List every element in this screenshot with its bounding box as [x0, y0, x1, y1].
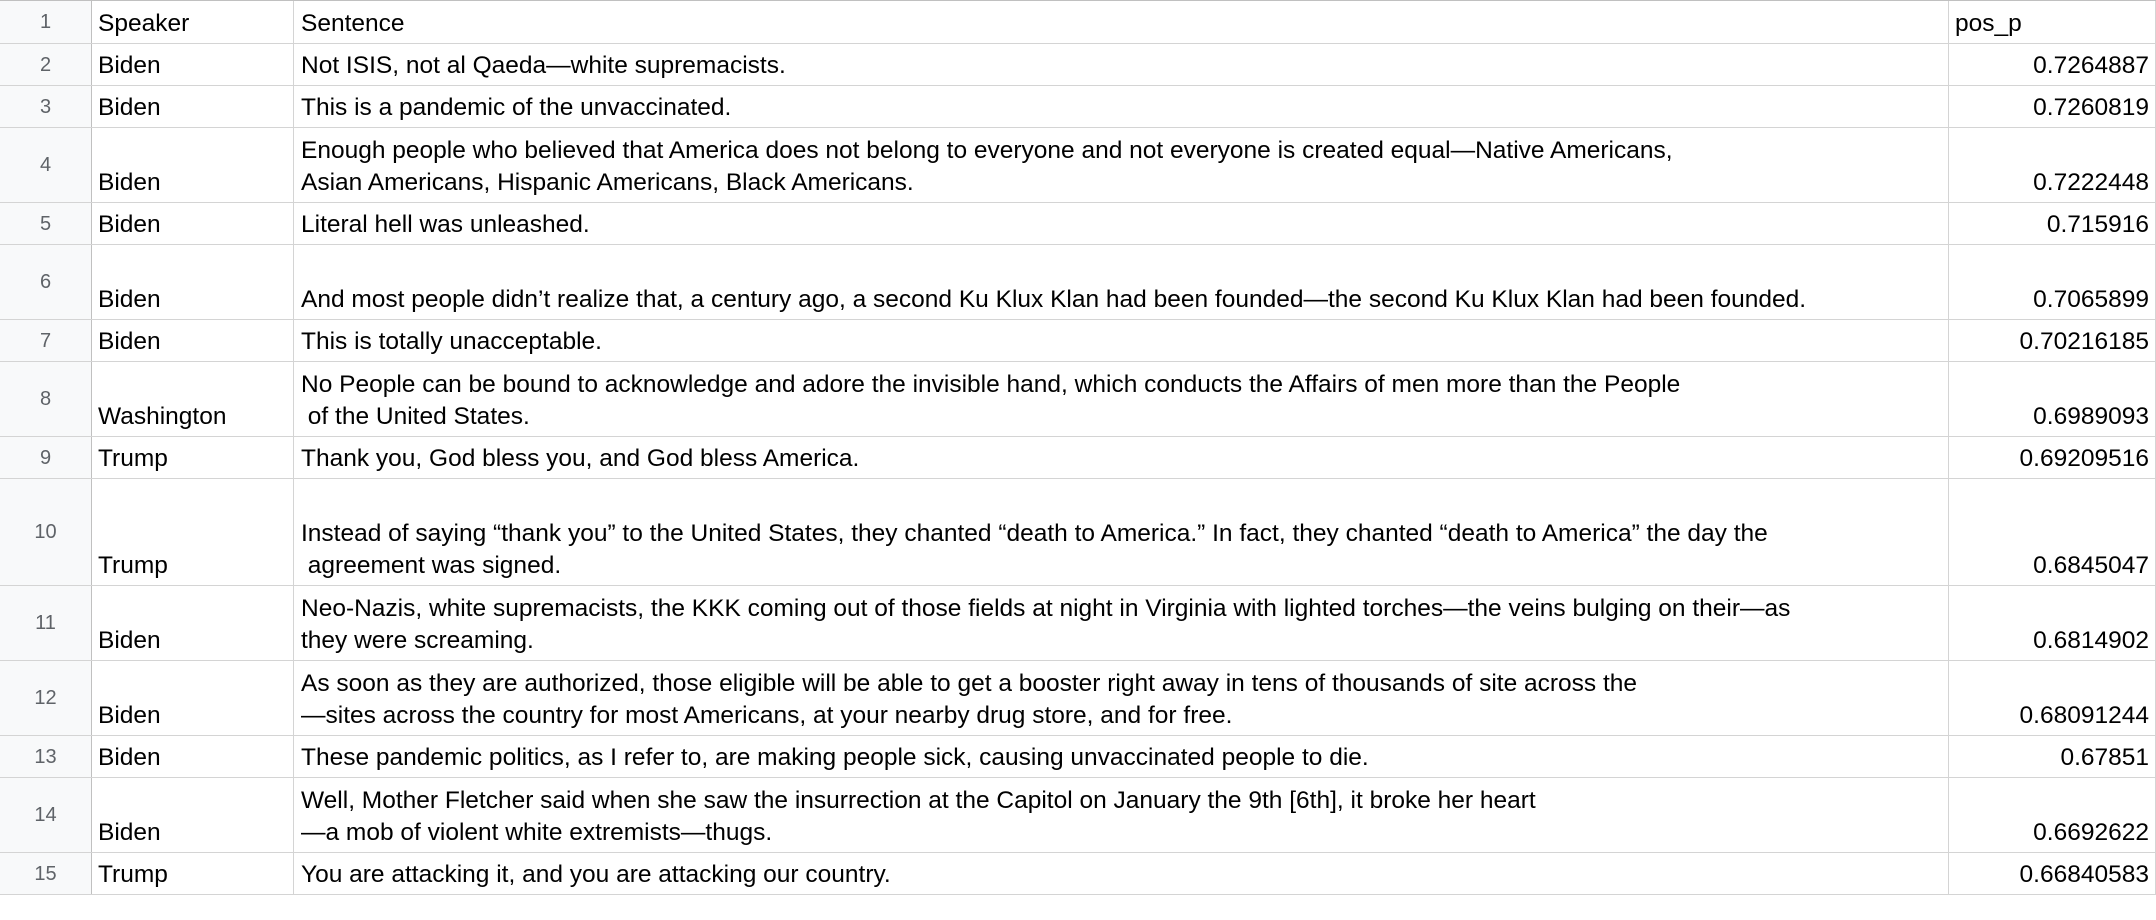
cell-pos-p[interactable]: 0.7065899	[1949, 245, 2156, 319]
row-header[interactable]: 7	[0, 320, 92, 361]
cell-pos-p[interactable]: 0.7260819	[1949, 86, 2156, 127]
cell-sentence[interactable]: Literal hell was unleashed.	[294, 203, 1949, 244]
row-header[interactable]: 15	[0, 853, 92, 894]
cell-speaker[interactable]: Biden	[92, 736, 294, 777]
cell-pos-p[interactable]: 0.6989093	[1949, 362, 2156, 436]
cell-sentence[interactable]: These pandemic politics, as I refer to, are making people sick, causing unvaccinated people to die.	[294, 736, 1949, 777]
cell-pos-p[interactable]: 0.7222448	[1949, 128, 2156, 202]
row-header[interactable]: 10	[0, 479, 92, 585]
cell-pos-p[interactable]: 0.715916	[1949, 203, 2156, 244]
cell-pos-p[interactable]: 0.6814902	[1949, 586, 2156, 660]
row-header[interactable]: 13	[0, 736, 92, 777]
cell-sentence[interactable]: This is a pandemic of the unvaccinated.	[294, 86, 1949, 127]
row-header[interactable]: 12	[0, 661, 92, 735]
cell-pos-p[interactable]: 0.7264887	[1949, 44, 2156, 85]
header-row	[0, 1, 2156, 44]
table-row	[0, 320, 2156, 362]
cell-pos-p[interactable]: 0.6845047	[1949, 479, 2156, 585]
row-header[interactable]: 14	[0, 778, 92, 852]
cell-pos-p-header[interactable]: pos_p	[1949, 1, 2156, 43]
cell-sentence[interactable]: Instead of saying “thank you” to the United States, they chanted “death to America.” In fact, they chanted “death to America” the day the agreement was signed.	[294, 479, 1949, 585]
table-row	[0, 479, 2156, 586]
table-row	[0, 853, 2156, 895]
cell-pos-p[interactable]: 0.6692622	[1949, 778, 2156, 852]
row-header[interactable]: 11	[0, 586, 92, 660]
cell-sentence[interactable]: Thank you, God bless you, and God bless America.	[294, 437, 1949, 478]
cell-sentence[interactable]: Well, Mother Fletcher said when she saw the insurrection at the Capitol on January the 9th [6th], it broke her heart —a mob of violent white extremists—thugs.	[294, 778, 1949, 852]
cell-sentence[interactable]: As soon as they are authorized, those eligible will be able to get a booster right away in tens of thousands of site across the —sites across the country for most Americans, at your nearby drug store, and for free.	[294, 661, 1949, 735]
cell-pos-p[interactable]: 0.67851	[1949, 736, 2156, 777]
table-row	[0, 203, 2156, 245]
cell-sentence[interactable]: Neo-Nazis, white supremacists, the KKK coming out of those fields at night in Virginia with lighted torches—the veins bulging on their—as they were screaming.	[294, 586, 1949, 660]
cell-sentence[interactable]: Enough people who believed that America does not belong to everyone and not everyone is created equal—Native Americans, Asian Americans, Hispanic Americans, Black Americans.	[294, 128, 1949, 202]
cell-speaker[interactable]: Washington	[92, 362, 294, 436]
row-header[interactable]: 5	[0, 203, 92, 244]
cell-speaker[interactable]: Biden	[92, 245, 294, 319]
cell-sentence[interactable]: This is totally unacceptable.	[294, 320, 1949, 361]
table-row	[0, 586, 2156, 661]
cell-speaker[interactable]: Biden	[92, 44, 294, 85]
cell-speaker[interactable]: Biden	[92, 128, 294, 202]
row-header[interactable]: 2	[0, 44, 92, 85]
row-header[interactable]: 1	[0, 1, 92, 43]
cell-speaker[interactable]: Trump	[92, 437, 294, 478]
row-header[interactable]: 6	[0, 245, 92, 319]
table-row	[0, 86, 2156, 128]
cell-sentence[interactable]: Not ISIS, not al Qaeda—white supremacists.	[294, 44, 1949, 85]
cell-speaker[interactable]: Biden	[92, 586, 294, 660]
cell-speaker-header[interactable]: Speaker	[92, 1, 294, 43]
table-row	[0, 44, 2156, 86]
cell-speaker[interactable]: Biden	[92, 778, 294, 852]
table-row	[0, 128, 2156, 203]
cell-sentence[interactable]: You are attacking it, and you are attacking our country.	[294, 853, 1949, 894]
cell-pos-p[interactable]: 0.69209516	[1949, 437, 2156, 478]
table-row	[0, 778, 2156, 853]
cell-speaker[interactable]: Trump	[92, 479, 294, 585]
table-row	[0, 437, 2156, 479]
cell-pos-p[interactable]: 0.68091244	[1949, 661, 2156, 735]
row-header[interactable]: 3	[0, 86, 92, 127]
row-header[interactable]: 9	[0, 437, 92, 478]
table-row	[0, 362, 2156, 437]
cell-sentence[interactable]: No People can be bound to acknowledge and adore the invisible hand, which conducts the Affairs of men more than the People of the United States.	[294, 362, 1949, 436]
cell-speaker[interactable]: Biden	[92, 86, 294, 127]
cell-speaker[interactable]: Biden	[92, 320, 294, 361]
table-row	[0, 245, 2156, 320]
cell-speaker[interactable]: Biden	[92, 203, 294, 244]
cell-sentence-header[interactable]: Sentence	[294, 1, 1949, 43]
row-header[interactable]: 8	[0, 362, 92, 436]
cell-sentence[interactable]: And most people didn’t realize that, a century ago, a second Ku Klux Klan had been founded—the second Ku Klux Klan had been founded.	[294, 245, 1949, 319]
cell-pos-p[interactable]: 0.66840583	[1949, 853, 2156, 894]
cell-pos-p[interactable]: 0.70216185	[1949, 320, 2156, 361]
cell-speaker[interactable]: Trump	[92, 853, 294, 894]
cell-speaker[interactable]: Biden	[92, 661, 294, 735]
table-row	[0, 736, 2156, 778]
row-header[interactable]: 4	[0, 128, 92, 202]
table-row	[0, 661, 2156, 736]
